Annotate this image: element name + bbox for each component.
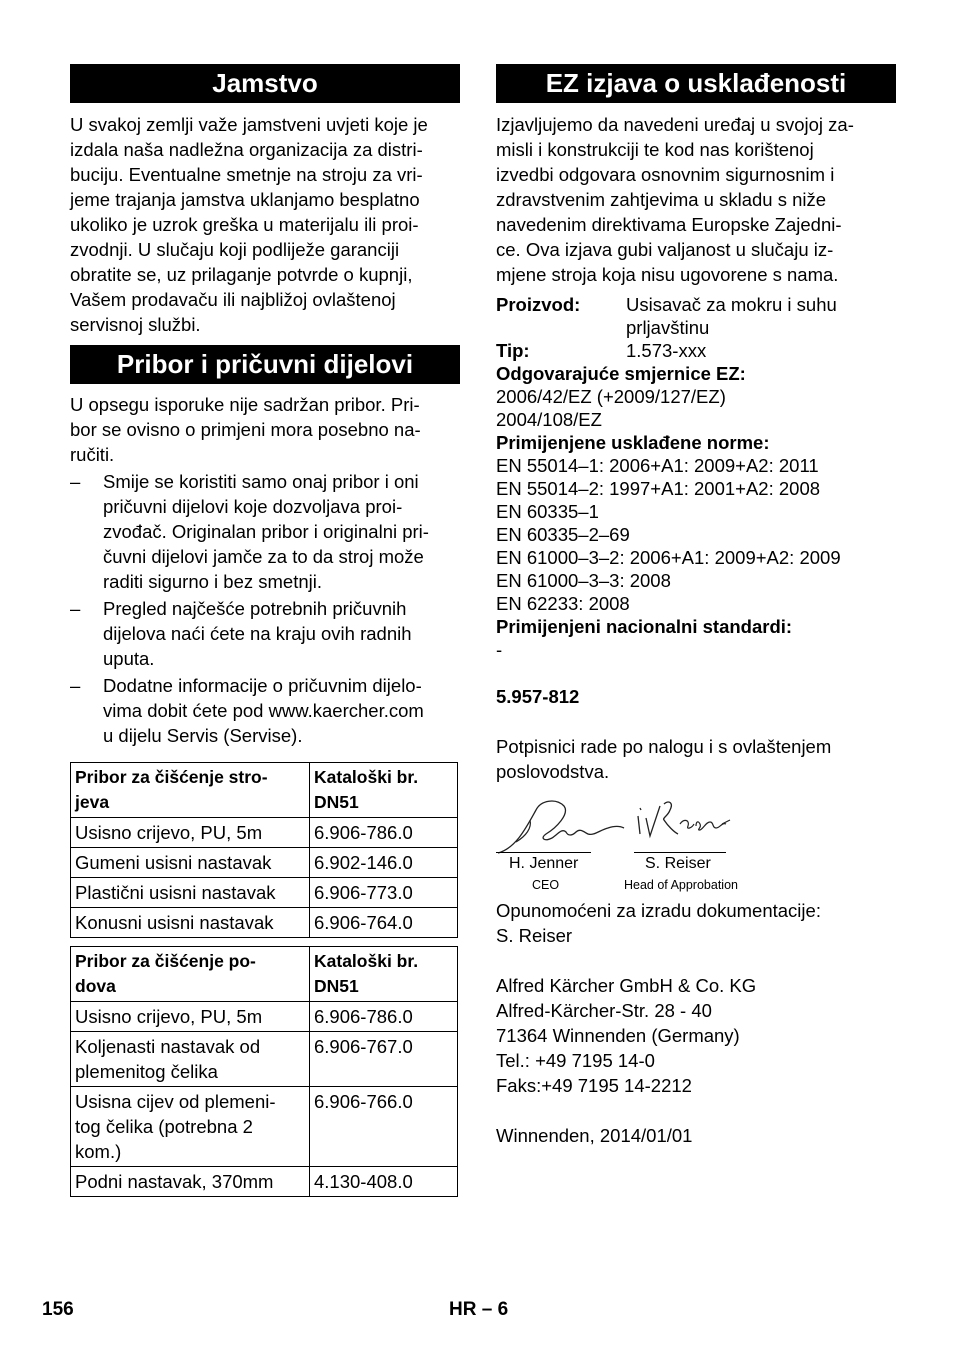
table-header-cell: [71, 763, 310, 818]
part-name-cell: Usisno crijevo, PU, 5m: [71, 818, 310, 848]
accessories-heading: Pribor i pričuvni dijelovi: [70, 345, 460, 384]
text-line: servisnoj službi.: [70, 314, 201, 335]
table-row: [71, 1167, 458, 1197]
text-line: S. Reiser: [496, 925, 573, 946]
header-line: Kataloški br.: [314, 767, 419, 787]
part-name-cell: Plastični usisni nastavak: [71, 878, 310, 908]
part-name-cell: [71, 1032, 310, 1087]
norm-line: EN 55014–2: 1997+A1: 2001+A2: 2008: [496, 478, 821, 499]
national-standards-value: -: [496, 639, 503, 660]
type-label: Tip:: [496, 340, 530, 361]
part-code-cell: 6.902-146.0: [310, 848, 458, 878]
floor-accessories-table: [70, 946, 458, 1197]
part-code-cell: 4.130-408.0: [310, 1167, 458, 1197]
left-column: [70, 64, 460, 1197]
warranty-text: [70, 112, 460, 337]
text-line: Usisno crijevo, PU, 5m: [75, 1006, 263, 1027]
norm-line: EN 55014–1: 2006+A1: 2009+A2: 2011: [496, 455, 819, 476]
directive-line: 2004/108/EZ: [496, 409, 602, 430]
type-value: 1.573-xxx: [626, 340, 707, 361]
table-row: [71, 1002, 458, 1032]
list-item: [70, 673, 460, 748]
text-line: ukoliko je uzrok greška u materijalu ili proi-: [70, 214, 419, 235]
text-line: čuvni dijelovi jamče za to da stroj može: [103, 546, 424, 567]
table-row: [71, 848, 458, 878]
text-line: izvedbi odgovara osnovnim sigurnosnim i: [496, 164, 835, 185]
text-line: Pregled najčešće potrebnih pričuvnih: [103, 598, 407, 619]
header-line: Pribor za čišćenje stro-: [75, 767, 268, 787]
text-line: prljavštinu: [626, 317, 710, 338]
language-page-label: HR – 6: [449, 1299, 509, 1320]
table-row: [71, 818, 458, 848]
norm-line: EN 60335–2–69: [496, 524, 630, 545]
header-line: DN51: [314, 792, 359, 812]
document-number: 5.957-812: [496, 686, 580, 707]
product-label: Proizvod:: [496, 294, 581, 315]
text-line: dijelova naći ćete na kraju ovih radnih: [103, 623, 412, 644]
part-code-cell: 6.906-766.0: [310, 1087, 458, 1167]
text-line: ce. Ova izjava gubi valjanost u slučaju iz-: [496, 239, 834, 260]
norm-line: EN 62233: 2008: [496, 593, 630, 614]
text-line: misli i konstrukciji te kod nas korištenoj: [496, 139, 814, 160]
dash-marker: –: [70, 598, 81, 619]
text-line: Izjavljujemo da navedeni uređaj u svojoj za-: [496, 114, 854, 135]
text-line: jeme trajanja jamstva uklanjamo besplatno: [70, 189, 420, 210]
norm-line: EN 61000–3–3: 2008: [496, 570, 671, 591]
declaration-details: [496, 293, 896, 661]
text-line: raditi sigurno i bez smetnji.: [103, 571, 323, 592]
text-line: u dijelu Servis (Servise).: [103, 725, 303, 746]
signer2-name: S. Reiser: [645, 855, 711, 872]
text-line: U svakoj zemlji važe jamstveni uvjeti koje je: [70, 114, 428, 135]
address-line: Alfred-Kärcher-Str. 28 - 40: [496, 1000, 712, 1021]
dash-marker: –: [70, 675, 81, 696]
norms-label: Primijenjene usklađene norme:: [496, 432, 770, 453]
directive-line: 2006/42/EZ (+2009/127/EZ): [496, 386, 726, 407]
product-value: [626, 293, 896, 339]
text-line: Vašem prodavaču ili najbližoj ovlaštenoj: [70, 289, 396, 310]
table-row: [71, 1087, 458, 1167]
text-line: Usisna cijev od plemeni-: [75, 1091, 276, 1112]
text-line: uputa.: [103, 648, 155, 669]
table-header-row: [71, 947, 458, 1002]
text-line: buciju. Eventualne smetnje na stroju za vri-: [70, 164, 423, 185]
text-line: U opsegu isporuke nije sadržan pribor. Pri-: [70, 394, 420, 415]
signer1-role: CEO: [532, 878, 560, 892]
page-number: 156: [42, 1299, 74, 1320]
text-line: bor se ovisno o primjeni mora posebno na-: [70, 419, 421, 440]
signature-reiser-icon: [634, 798, 734, 842]
table-header-cell: [71, 947, 310, 1002]
address-line: Alfred Kärcher GmbH & Co. KG: [496, 975, 757, 996]
table-row: [71, 1032, 458, 1087]
text-line: mjene stroja koja nisu ugovorene s nama.: [496, 264, 839, 285]
part-code-cell: 6.906-767.0: [310, 1032, 458, 1087]
part-code-cell: 6.906-786.0: [310, 1002, 458, 1032]
part-name-cell: [71, 1002, 310, 1032]
address-line: 71364 Winnenden (Germany): [496, 1025, 740, 1046]
header-line: Pribor za čišćenje po-: [75, 951, 256, 971]
signature-jenner-icon: [496, 798, 626, 858]
norm-line: EN 60335–1: [496, 501, 599, 522]
signature-line: [634, 852, 726, 853]
declaration-intro: [496, 112, 896, 287]
text-line: Usisavač za mokru i suhu: [626, 294, 837, 315]
text-line: Potpisnici rade po nalogu i s ovlaštenjem: [496, 736, 832, 757]
signature-block: [496, 798, 896, 894]
directives-label: Odgovarajuće smjernice EZ:: [496, 363, 746, 384]
text-line: Podni nastavak, 370mm: [75, 1171, 274, 1192]
type-row: [496, 339, 896, 362]
text-line: Dodatne informacije o pričuvnim dijelo-: [103, 675, 422, 696]
signatories-text: [496, 734, 896, 784]
part-code-cell: 6.906-764.0: [310, 908, 458, 938]
address-line: Faks:+49 7195 14-2212: [496, 1075, 692, 1096]
signature-line: [496, 852, 591, 853]
table-row: [71, 908, 458, 938]
text-line: plemenitog čelika: [75, 1061, 218, 1082]
header-line: jeva: [75, 792, 110, 812]
address-line: Tel.: +49 7195 14-0: [496, 1050, 655, 1071]
text-line: zvođač. Originalan pribor i originalni pri-: [103, 521, 429, 542]
norm-line: EN 61000–3–2: 2006+A1: 2009+A2: 2009: [496, 547, 841, 568]
text-line: kom.): [75, 1141, 122, 1162]
part-name-cell: [71, 1087, 310, 1167]
list-item: [70, 596, 460, 671]
text-line: poslovodstva.: [496, 761, 610, 782]
text-line: pričuvni dijelovi koje dozvoljava proi-: [103, 496, 403, 517]
text-line: tog čelika (potrebna 2: [75, 1116, 253, 1137]
text-line: navedenim direktivama Europske Zajedni-: [496, 214, 842, 235]
signer1-name: H. Jenner: [509, 855, 579, 872]
text-line: ručiti.: [70, 444, 115, 465]
list-item: [70, 469, 460, 594]
header-line: dova: [75, 976, 116, 996]
signer2-role: Head of Approbation: [624, 878, 738, 892]
text-line: vima dobit ćete pod www.kaercher.com: [103, 700, 424, 721]
table-header-cell: [310, 763, 458, 818]
text-line: zdravstvenim zahtjevima u skladu s niže: [496, 189, 827, 210]
accessories-list: [70, 469, 460, 748]
table-row: [71, 878, 458, 908]
place-date: Winnenden, 2014/01/01: [496, 1125, 693, 1146]
company-address: [496, 973, 896, 1098]
text-line: obratite se, uz prilaganje potvrde o kupnji,: [70, 264, 413, 285]
declaration-heading: EZ izjava o usklađenosti: [496, 64, 896, 103]
text-line: Smije se koristiti samo onaj pribor i oni: [103, 471, 419, 492]
table-header-cell: [310, 947, 458, 1002]
warranty-heading: Jamstvo: [70, 64, 460, 103]
part-name-cell: Konusni usisni nastavak: [71, 908, 310, 938]
accessories-intro: [70, 392, 460, 467]
dash-marker: –: [70, 471, 81, 492]
text-line: zvodnji. U slučaju koji podliježe garanciji: [70, 239, 400, 260]
part-code-cell: 6.906-786.0: [310, 818, 458, 848]
header-line: DN51: [314, 976, 359, 996]
part-name-cell: Gumeni usisni nastavak: [71, 848, 310, 878]
part-code-cell: 6.906-773.0: [310, 878, 458, 908]
product-row: [496, 293, 896, 339]
machine-accessories-table: [70, 762, 458, 938]
text-line: Opunomoćeni za izradu dokumentacije:: [496, 900, 821, 921]
table-header-row: [71, 763, 458, 818]
national-standards-label: Primijenjeni nacionalni standardi:: [496, 616, 793, 637]
authorized-text: [496, 898, 896, 948]
header-line: Kataloški br.: [314, 951, 419, 971]
right-column: [496, 64, 896, 1148]
text-line: izdala naša nadležna organizacija za distri-: [70, 139, 423, 160]
part-name-cell: [71, 1167, 310, 1197]
text-line: Koljenasti nastavak od: [75, 1036, 261, 1057]
